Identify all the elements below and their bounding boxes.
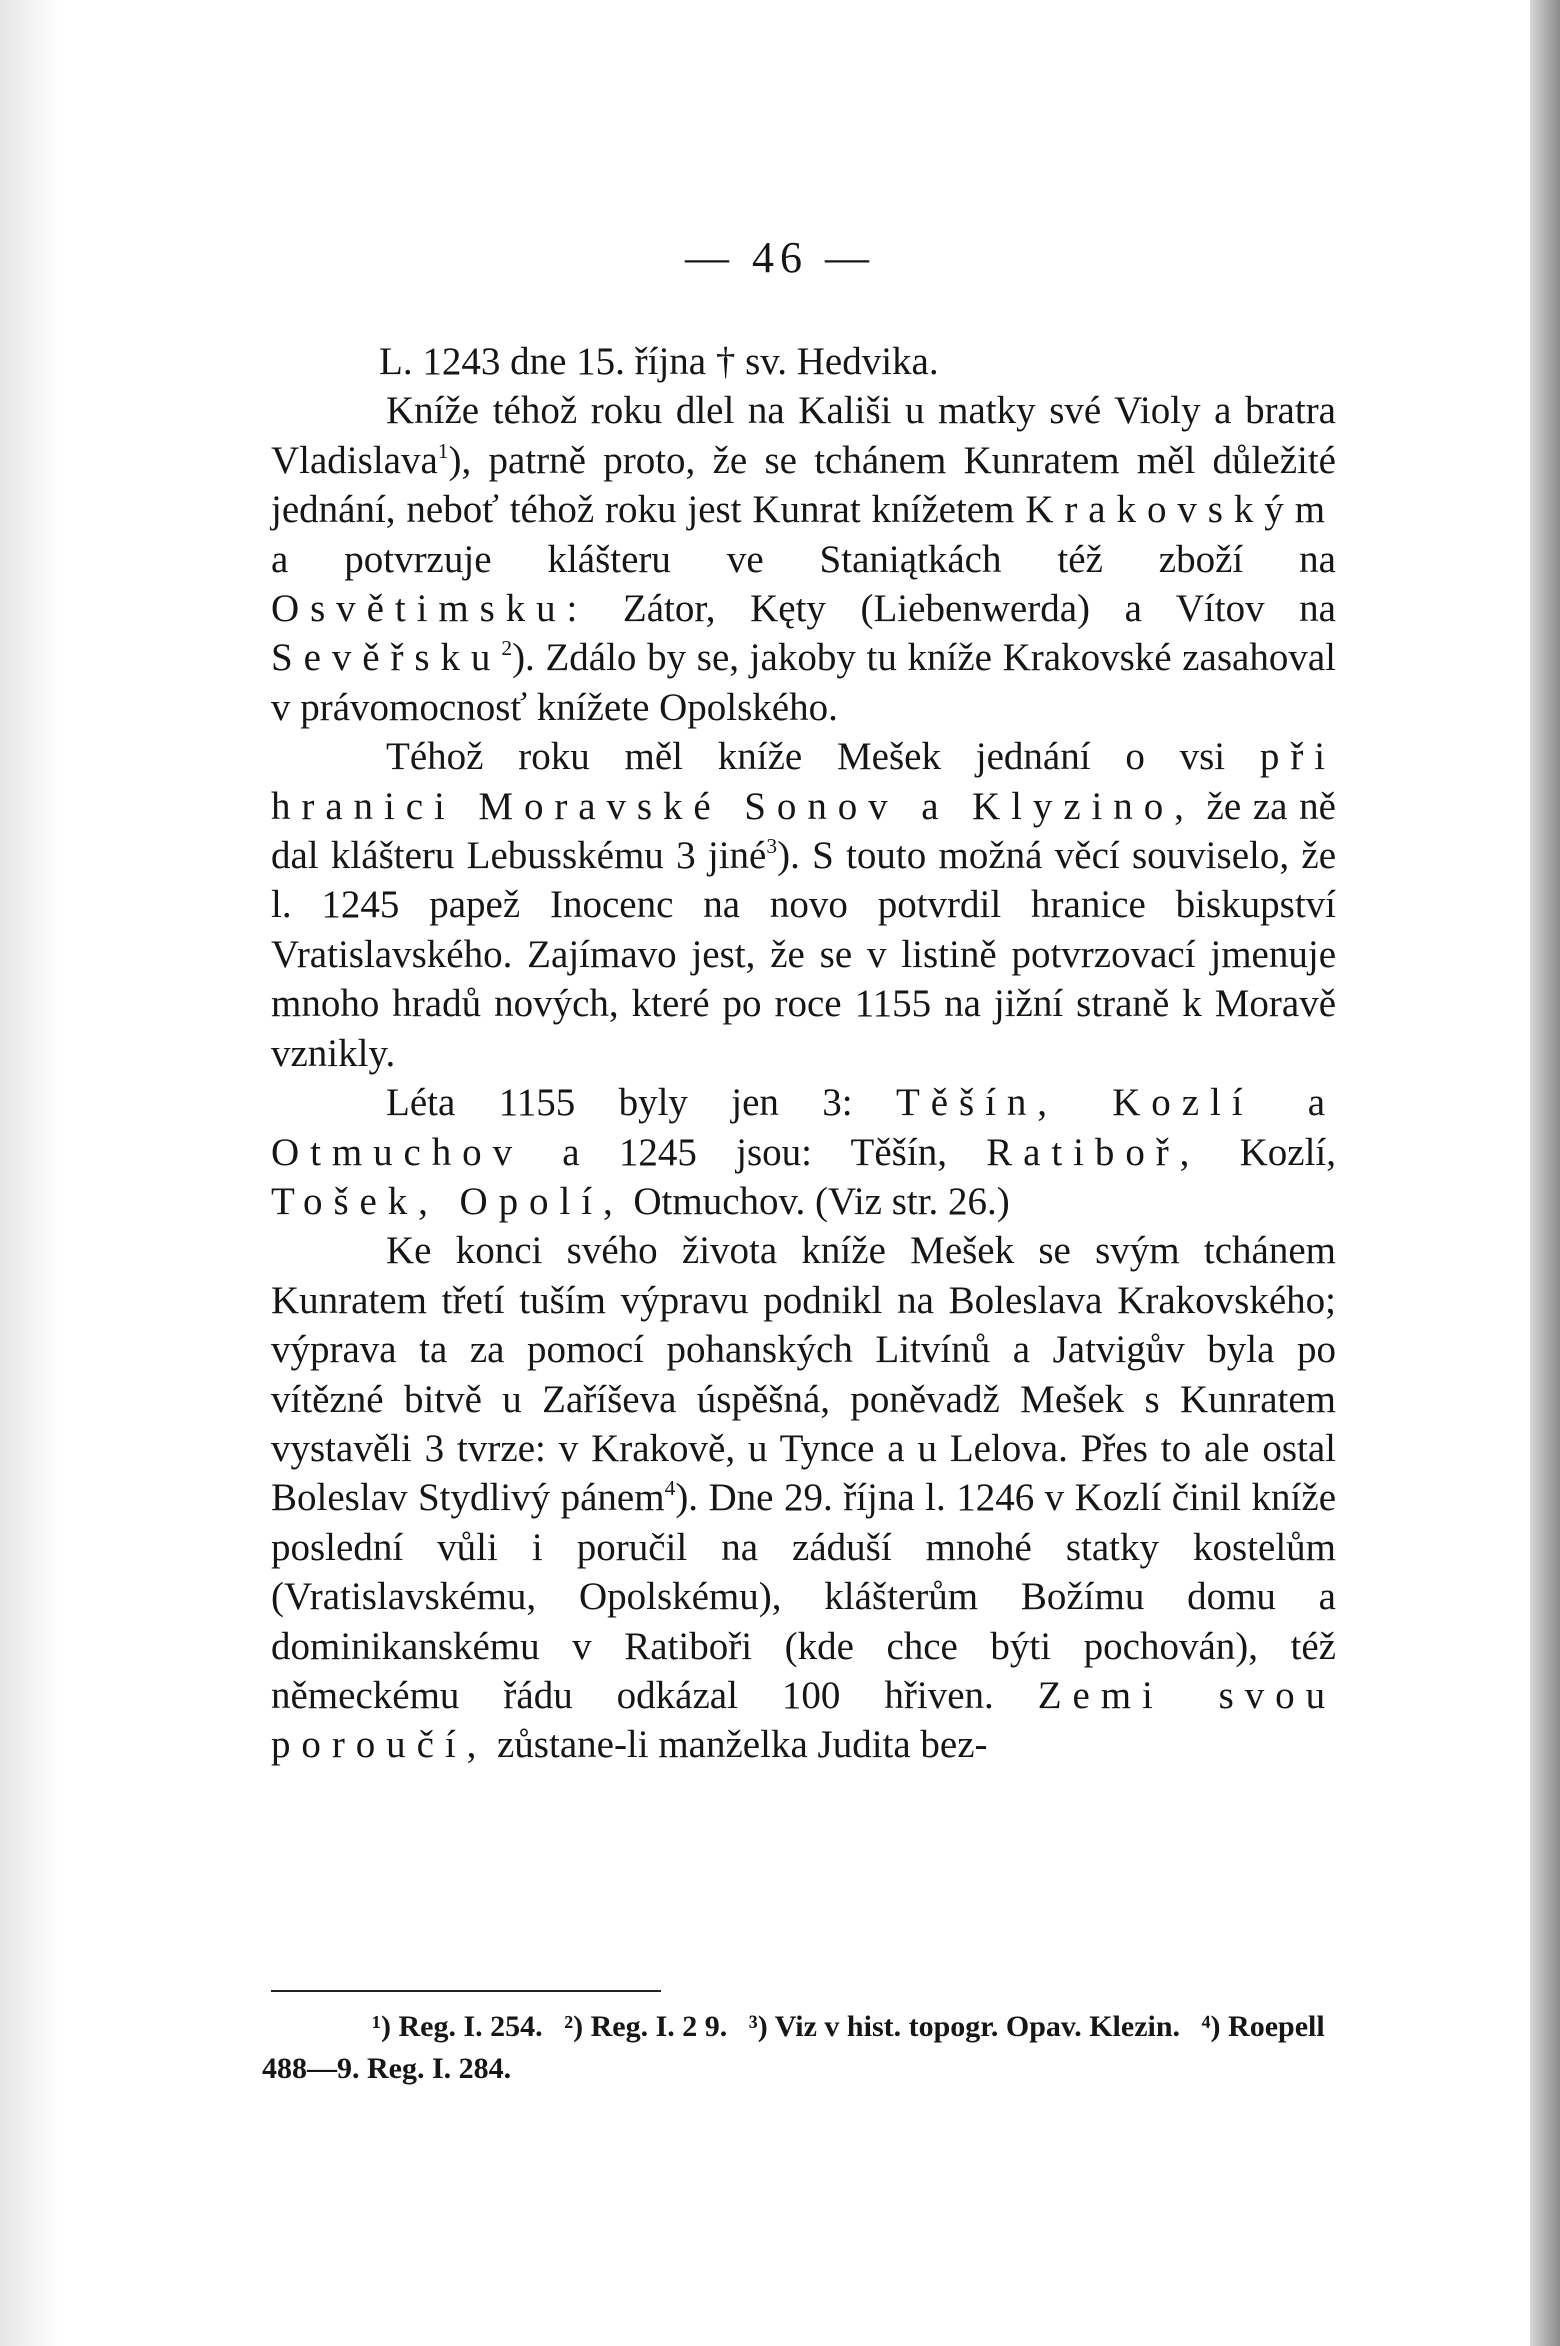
text-run: Zátor, Kęty (Liebenwerda) a Vítov na bbox=[588, 587, 1336, 631]
scan-shadow-left bbox=[0, 0, 60, 2346]
page-number: — 46 — bbox=[685, 233, 875, 282]
spaced-text: Tošek, Opolí, bbox=[271, 1179, 624, 1223]
footnote-ref-2: 2 bbox=[501, 636, 513, 661]
paragraph-5 bbox=[271, 1226, 1336, 1769]
text-run: ). Zdálo by se, jakoby tu kníže Krakovské zasahoval v právomocnosť knížete Opolského. bbox=[271, 636, 1336, 729]
spaced-text: Zemi svou poroučí, bbox=[271, 1673, 1337, 1767]
footnote-marker-2: ²) bbox=[564, 2010, 584, 2043]
footnote-marker-1: ¹) bbox=[372, 2010, 391, 2043]
text-run: Ke konci svého života kníže Mešek se svým tchánem Kunratem třetí tuším výpravu podnikl na Boleslava Krakovského; výprava ta za pomocí pohanských Litvínů a Jatvigův byla po vítězné bitvě u Zaříševa úspěšná, poněvadž Mešek s Kunratem vystavěli 3 tvrze: v Krakově, u Tynce a u Lelova. Přes to ale ostal Boleslav Stydlivý pánem bbox=[271, 1229, 1336, 1520]
footnote-4: Roepell 488—9. Reg. I. 284. bbox=[262, 2010, 1325, 2085]
text-run: zůstane-li manželka Judita bez- bbox=[487, 1723, 988, 1767]
text-run: a potvrzuje klášteru ve Staniątkách též zboží na bbox=[271, 537, 1336, 581]
footnote-2: Reg. I. 2 9. bbox=[590, 2010, 728, 2043]
spaced-text: Osvětimsku: bbox=[271, 587, 589, 631]
scan-edge-right bbox=[1530, 0, 1560, 2346]
spaced-text: Těšín, Kozlí a Otmuchov bbox=[271, 1081, 1336, 1174]
text-run: Kníže téhož roku dlel na Kališi u matky své Violy a bratra Vladislava bbox=[271, 389, 1336, 482]
body-text bbox=[271, 337, 1336, 1770]
spaced-text: Ratiboř, bbox=[986, 1130, 1201, 1174]
footnote-1: Reg. I. 254. bbox=[398, 2010, 543, 2043]
footnote-ref-1: 1 bbox=[437, 438, 449, 463]
text-run: ), patrně proto, že se tchánem Kunratem měl důležité jednání, neboť téhož roku jest Kunrat knížetem bbox=[271, 438, 1336, 532]
text-run: ). S touto možná věcí souviselo, že l. 1245 papež Inocenc na novo potvrdil hranice biskupství Vratislavského. Zajímavo jest, že se v listině potvrzovací jmenuje mnoho hradů nových, které po roce 1155 na jižní straně k Moravě vznikly. bbox=[271, 834, 1336, 1075]
paragraph-3 bbox=[271, 732, 1336, 1078]
footnote-ref-4: 4 bbox=[664, 1476, 676, 1501]
footnotes bbox=[262, 2006, 1337, 2090]
footnote-marker-4: ⁴) bbox=[1201, 2010, 1221, 2043]
spaced-text: při hranici Moravské Sonov a Klyzino, bbox=[271, 735, 1336, 828]
spaced-text: Sevěřsku bbox=[271, 636, 502, 680]
text-run: ). Dne 29. října l. 1246 v Kozlí činil kníže poslední vůli i poručil na záduší mnohé statky kostelům (Vratislavskému, Opolskému), klášterům Božímu domu a dominikanskému v Ratiboři (kde chce býti pochován), též německému řádu odkázal 100 hřiven. bbox=[271, 1476, 1337, 1717]
footnote-ref-3: 3 bbox=[766, 834, 778, 859]
footnote-rule bbox=[271, 1990, 661, 1992]
spaced-text: Krakovským bbox=[1025, 488, 1336, 532]
text-run: Otmuchov. (Viz str. 26.) bbox=[623, 1179, 1010, 1223]
text-run: Léta 1155 byly jen 3: bbox=[386, 1081, 897, 1125]
text-run: Kozlí, bbox=[1200, 1130, 1336, 1174]
text-run: a 1245 jsou: Těšín, bbox=[523, 1130, 987, 1174]
footnote-block bbox=[262, 2006, 1337, 2090]
footnote-3: Viz v hist. topogr. Opav. Klezin. bbox=[774, 2010, 1181, 2043]
paragraph-1: L. 1243 dne 15. října † sv. Hedvika. bbox=[379, 340, 939, 383]
paragraph-4 bbox=[271, 1078, 1336, 1226]
text-run: že za ně dal klášteru Lebusskému 3 jiné bbox=[271, 784, 1336, 878]
text-run: Téhož roku měl kníže Mešek jednání o vsi bbox=[386, 735, 1260, 779]
paragraph-2 bbox=[271, 386, 1336, 732]
footnote-marker-3: ³) bbox=[748, 2010, 768, 2043]
